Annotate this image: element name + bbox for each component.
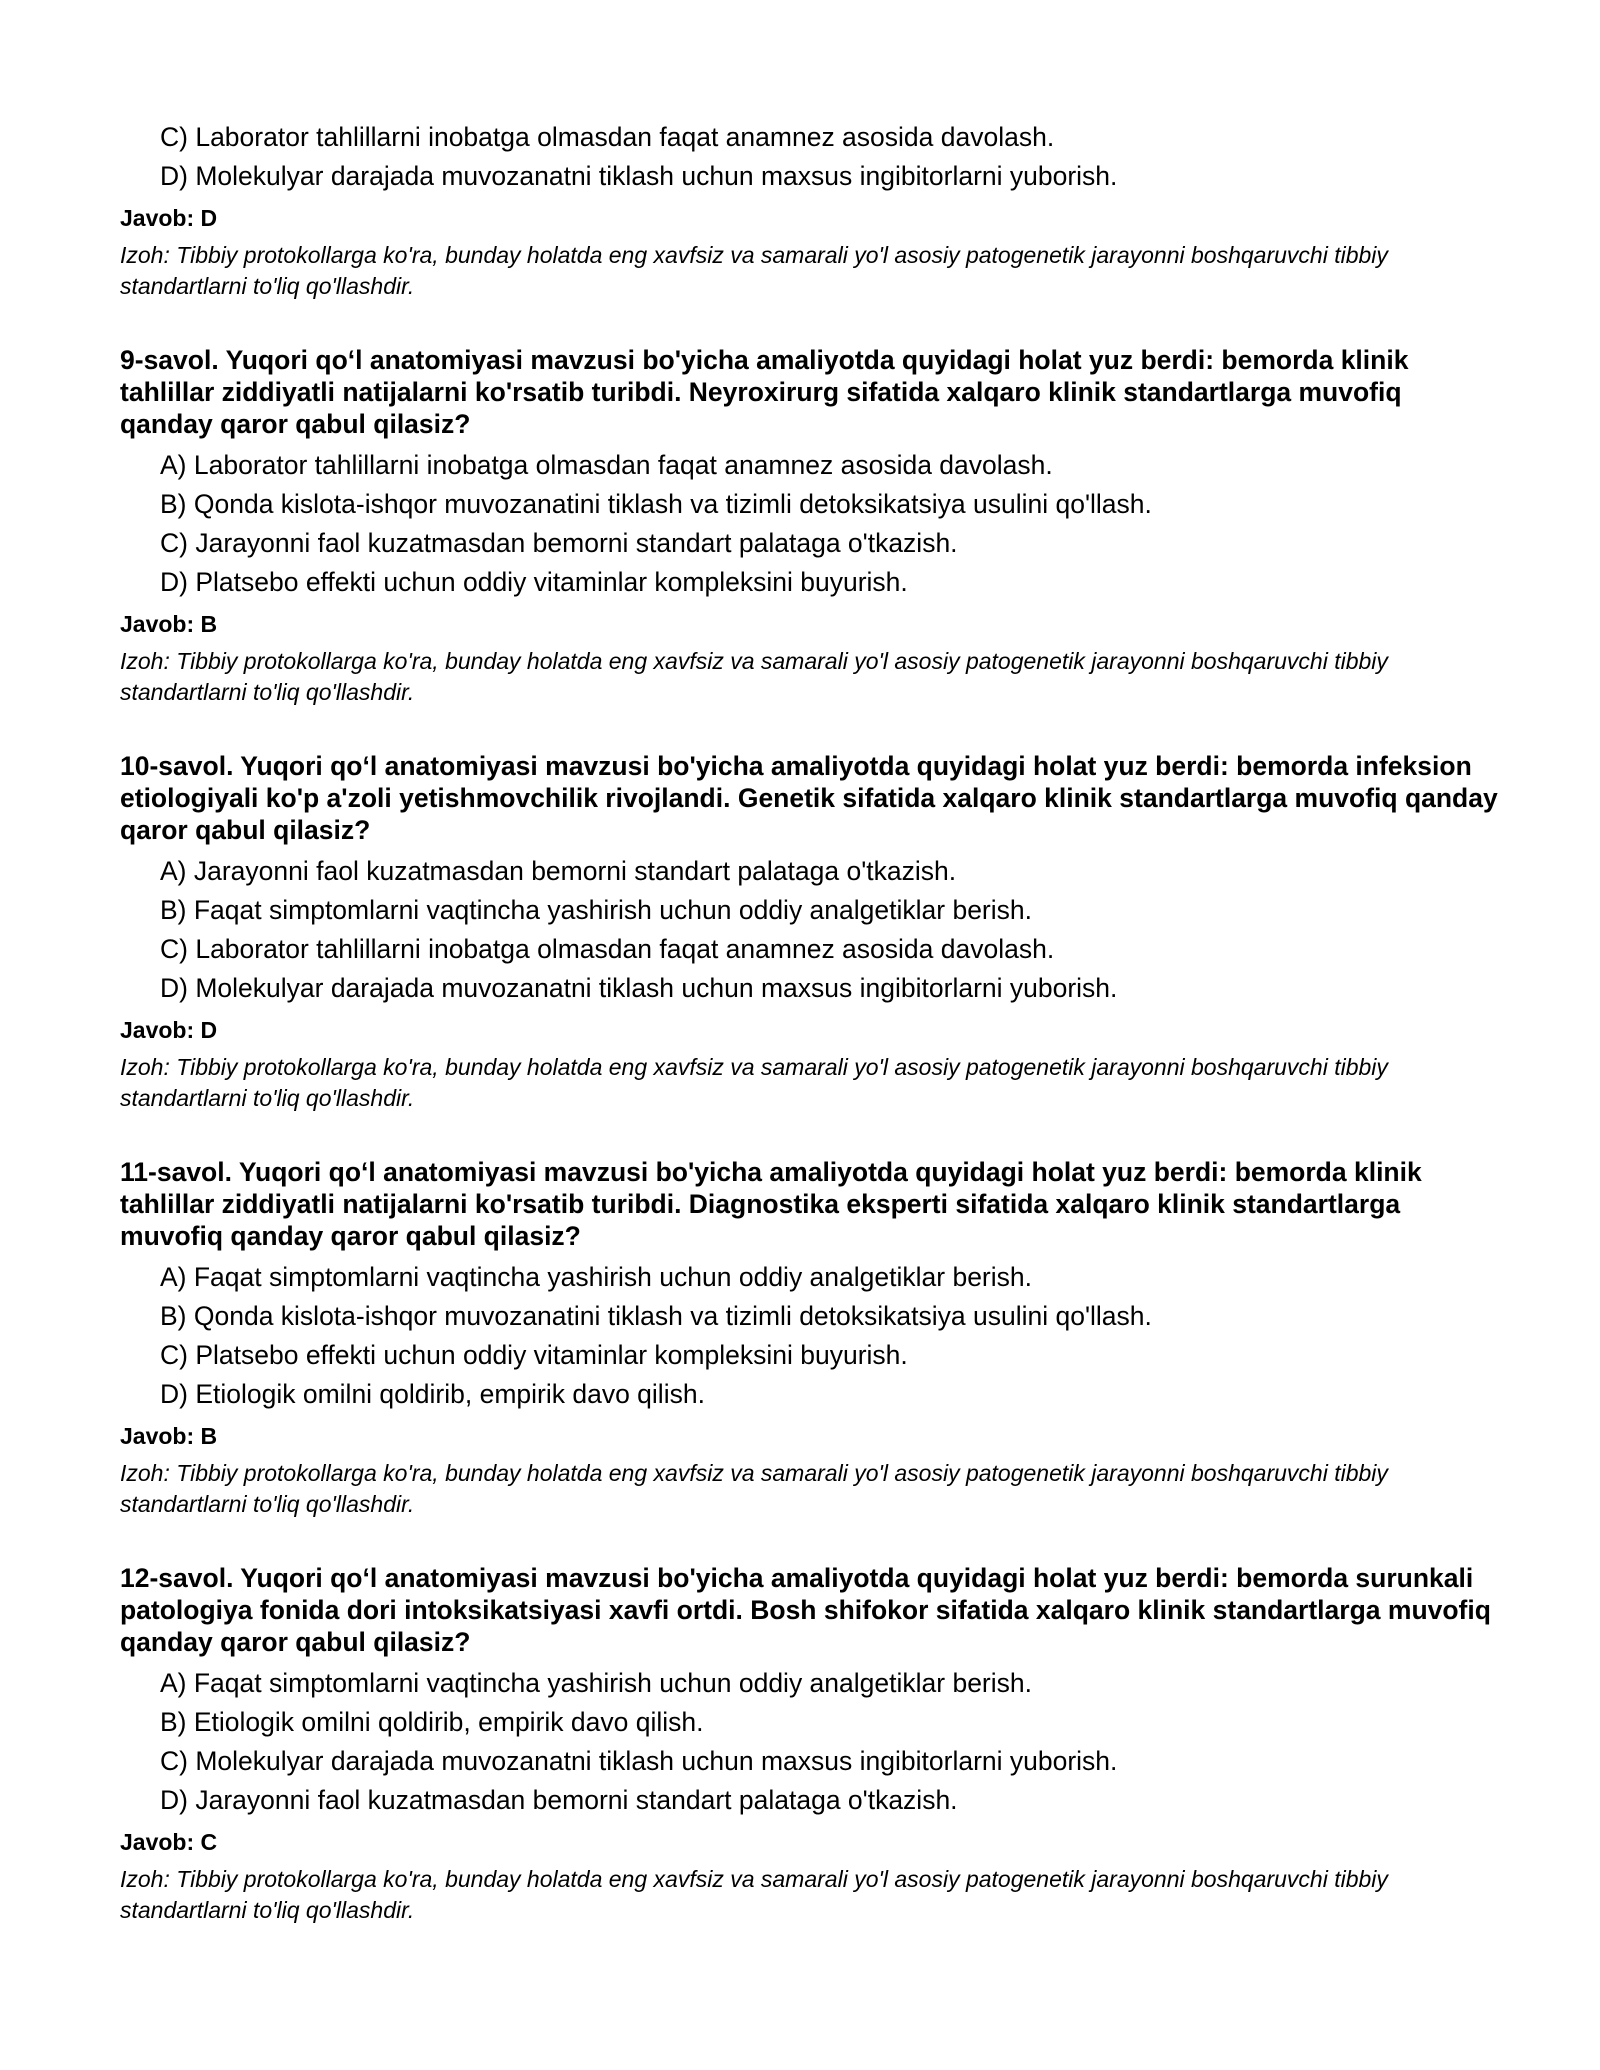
option-c: C) Jarayonni faol kuzatmasdan bemorni standart palataga o'tkazish.: [160, 528, 958, 558]
question-11: [120, 1156, 1500, 1520]
option-c: C) Laborator tahlillarni inobatga olmasdan faqat anamnez asosida davolash.: [160, 934, 1055, 964]
answer: Javob: C: [120, 1829, 218, 1855]
option-b: B) Faqat simptomlarni vaqtincha yashirish uchun oddiy analgetiklar berish.: [160, 895, 1032, 925]
option-b: B) Etiologik omilni qoldirib, empirik davo qilish.: [160, 1707, 704, 1737]
option-d: D) Molekulyar darajada muvozanatni tiklash uchun maxsus ingibitorlarni yuborish.: [160, 973, 1118, 1003]
explanation-note: Izoh: Tibbiy protokollarga ko'ra, bunday holatda eng xavfsiz va samarali yo'l asosiy patogenetik jarayonni boshqaruvchi tibbiy standartlarni to'liq qo'llashdir.: [120, 648, 1388, 705]
explanation-note: Izoh: Tibbiy protokollarga ko'ra, bunday holatda eng xavfsiz va samarali yo'l asosiy patogenetik jarayonni boshqaruvchi tibbiy standartlarni to'liq qo'llashdir.: [120, 242, 1388, 299]
question-text: 10-savol. Yuqori qo‘l anatomiyasi mavzusi bo'yicha amaliyotda quyidagi holat yuz berdi: bemorda infeksion etiologiyali ko'p a'zoli yetishmovchilik rivojlandi. Genetik sifatida xalqaro klinik standartlarga muvofiq qanday qaror qabul qilasiz?: [120, 751, 1498, 845]
answer: Javob: D: [120, 205, 218, 231]
question-10: [120, 750, 1500, 1114]
question-8-continuation: [120, 118, 1500, 302]
explanation-note: Izoh: Tibbiy protokollarga ko'ra, bunday holatda eng xavfsiz va samarali yo'l asosiy patogenetik jarayonni boshqaruvchi tibbiy standartlarni to'liq qo'llashdir.: [120, 1866, 1388, 1923]
option-d: D) Etiologik omilni qoldirib, empirik davo qilish.: [160, 1379, 705, 1409]
option-c: C) Platsebo effekti uchun oddiy vitaminlar kompleksini buyurish.: [160, 1340, 908, 1370]
question-text: 12-savol. Yuqori qo‘l anatomiyasi mavzusi bo'yicha amaliyotda quyidagi holat yuz berdi: bemorda surunkali patologiya fonida dori intoksikatsiyasi xavfi ortdi. Bosh shifokor sifatida xalqaro klinik standartlarga muvofiq qanday qaror qabul qilasiz?: [120, 1563, 1491, 1657]
option-a: A) Jarayonni faol kuzatmasdan bemorni standart palataga o'tkazish.: [160, 856, 957, 886]
answer: Javob: D: [120, 1017, 218, 1043]
option-c: C) Laborator tahlillarni inobatga olmasdan faqat anamnez asosida davolash.: [160, 122, 1055, 152]
answer: Javob: B: [120, 611, 218, 637]
answer: Javob: B: [120, 1423, 218, 1449]
question-9: [120, 344, 1500, 708]
option-b: B) Qonda kislota-ishqor muvozanatini tiklash va tizimli detoksikatsiya usulini qo'llash.: [160, 489, 1152, 519]
question-text: 9-savol. Yuqori qo‘l anatomiyasi mavzusi bo'yicha amaliyotda quyidagi holat yuz berdi: bemorda klinik tahlillar ziddiyatli natijalarni ko'rsatib turibdi. Neyroxirurg sifatida xalqaro klinik standartlarga muvofiq qanday qaror qabul qilasiz?: [120, 345, 1409, 439]
option-c: C) Molekulyar darajada muvozanatni tiklash uchun maxsus ingibitorlarni yuborish.: [160, 1746, 1118, 1776]
option-a: A) Laborator tahlillarni inobatga olmasdan faqat anamnez asosida davolash.: [160, 450, 1053, 480]
option-d: D) Platsebo effekti uchun oddiy vitaminlar kompleksini buyurish.: [160, 567, 908, 597]
option-a: A) Faqat simptomlarni vaqtincha yashirish uchun oddiy analgetiklar berish.: [160, 1668, 1032, 1698]
question-12: [120, 1562, 1500, 1926]
option-a: A) Faqat simptomlarni vaqtincha yashirish uchun oddiy analgetiklar berish.: [160, 1262, 1032, 1292]
question-text: 11-savol. Yuqori qo‘l anatomiyasi mavzusi bo'yicha amaliyotda quyidagi holat yuz berdi: bemorda klinik tahlillar ziddiyatli natijalarni ko'rsatib turibdi. Diagnostika eksperti sifatida xalqaro klinik standartlarga muvofiq qanday qaror qabul qilasiz?: [120, 1157, 1422, 1251]
option-b: B) Qonda kislota-ishqor muvozanatini tiklash va tizimli detoksikatsiya usulini qo'llash.: [160, 1301, 1152, 1331]
option-d: D) Molekulyar darajada muvozanatni tiklash uchun maxsus ingibitorlarni yuborish.: [160, 161, 1118, 191]
explanation-note: Izoh: Tibbiy protokollarga ko'ra, bunday holatda eng xavfsiz va samarali yo'l asosiy patogenetik jarayonni boshqaruvchi tibbiy standartlarni to'liq qo'llashdir.: [120, 1460, 1388, 1517]
document-page: [120, 118, 1500, 1926]
explanation-note: Izoh: Tibbiy protokollarga ko'ra, bunday holatda eng xavfsiz va samarali yo'l asosiy patogenetik jarayonni boshqaruvchi tibbiy standartlarni to'liq qo'llashdir.: [120, 1054, 1388, 1111]
option-d: D) Jarayonni faol kuzatmasdan bemorni standart palataga o'tkazish.: [160, 1785, 958, 1815]
